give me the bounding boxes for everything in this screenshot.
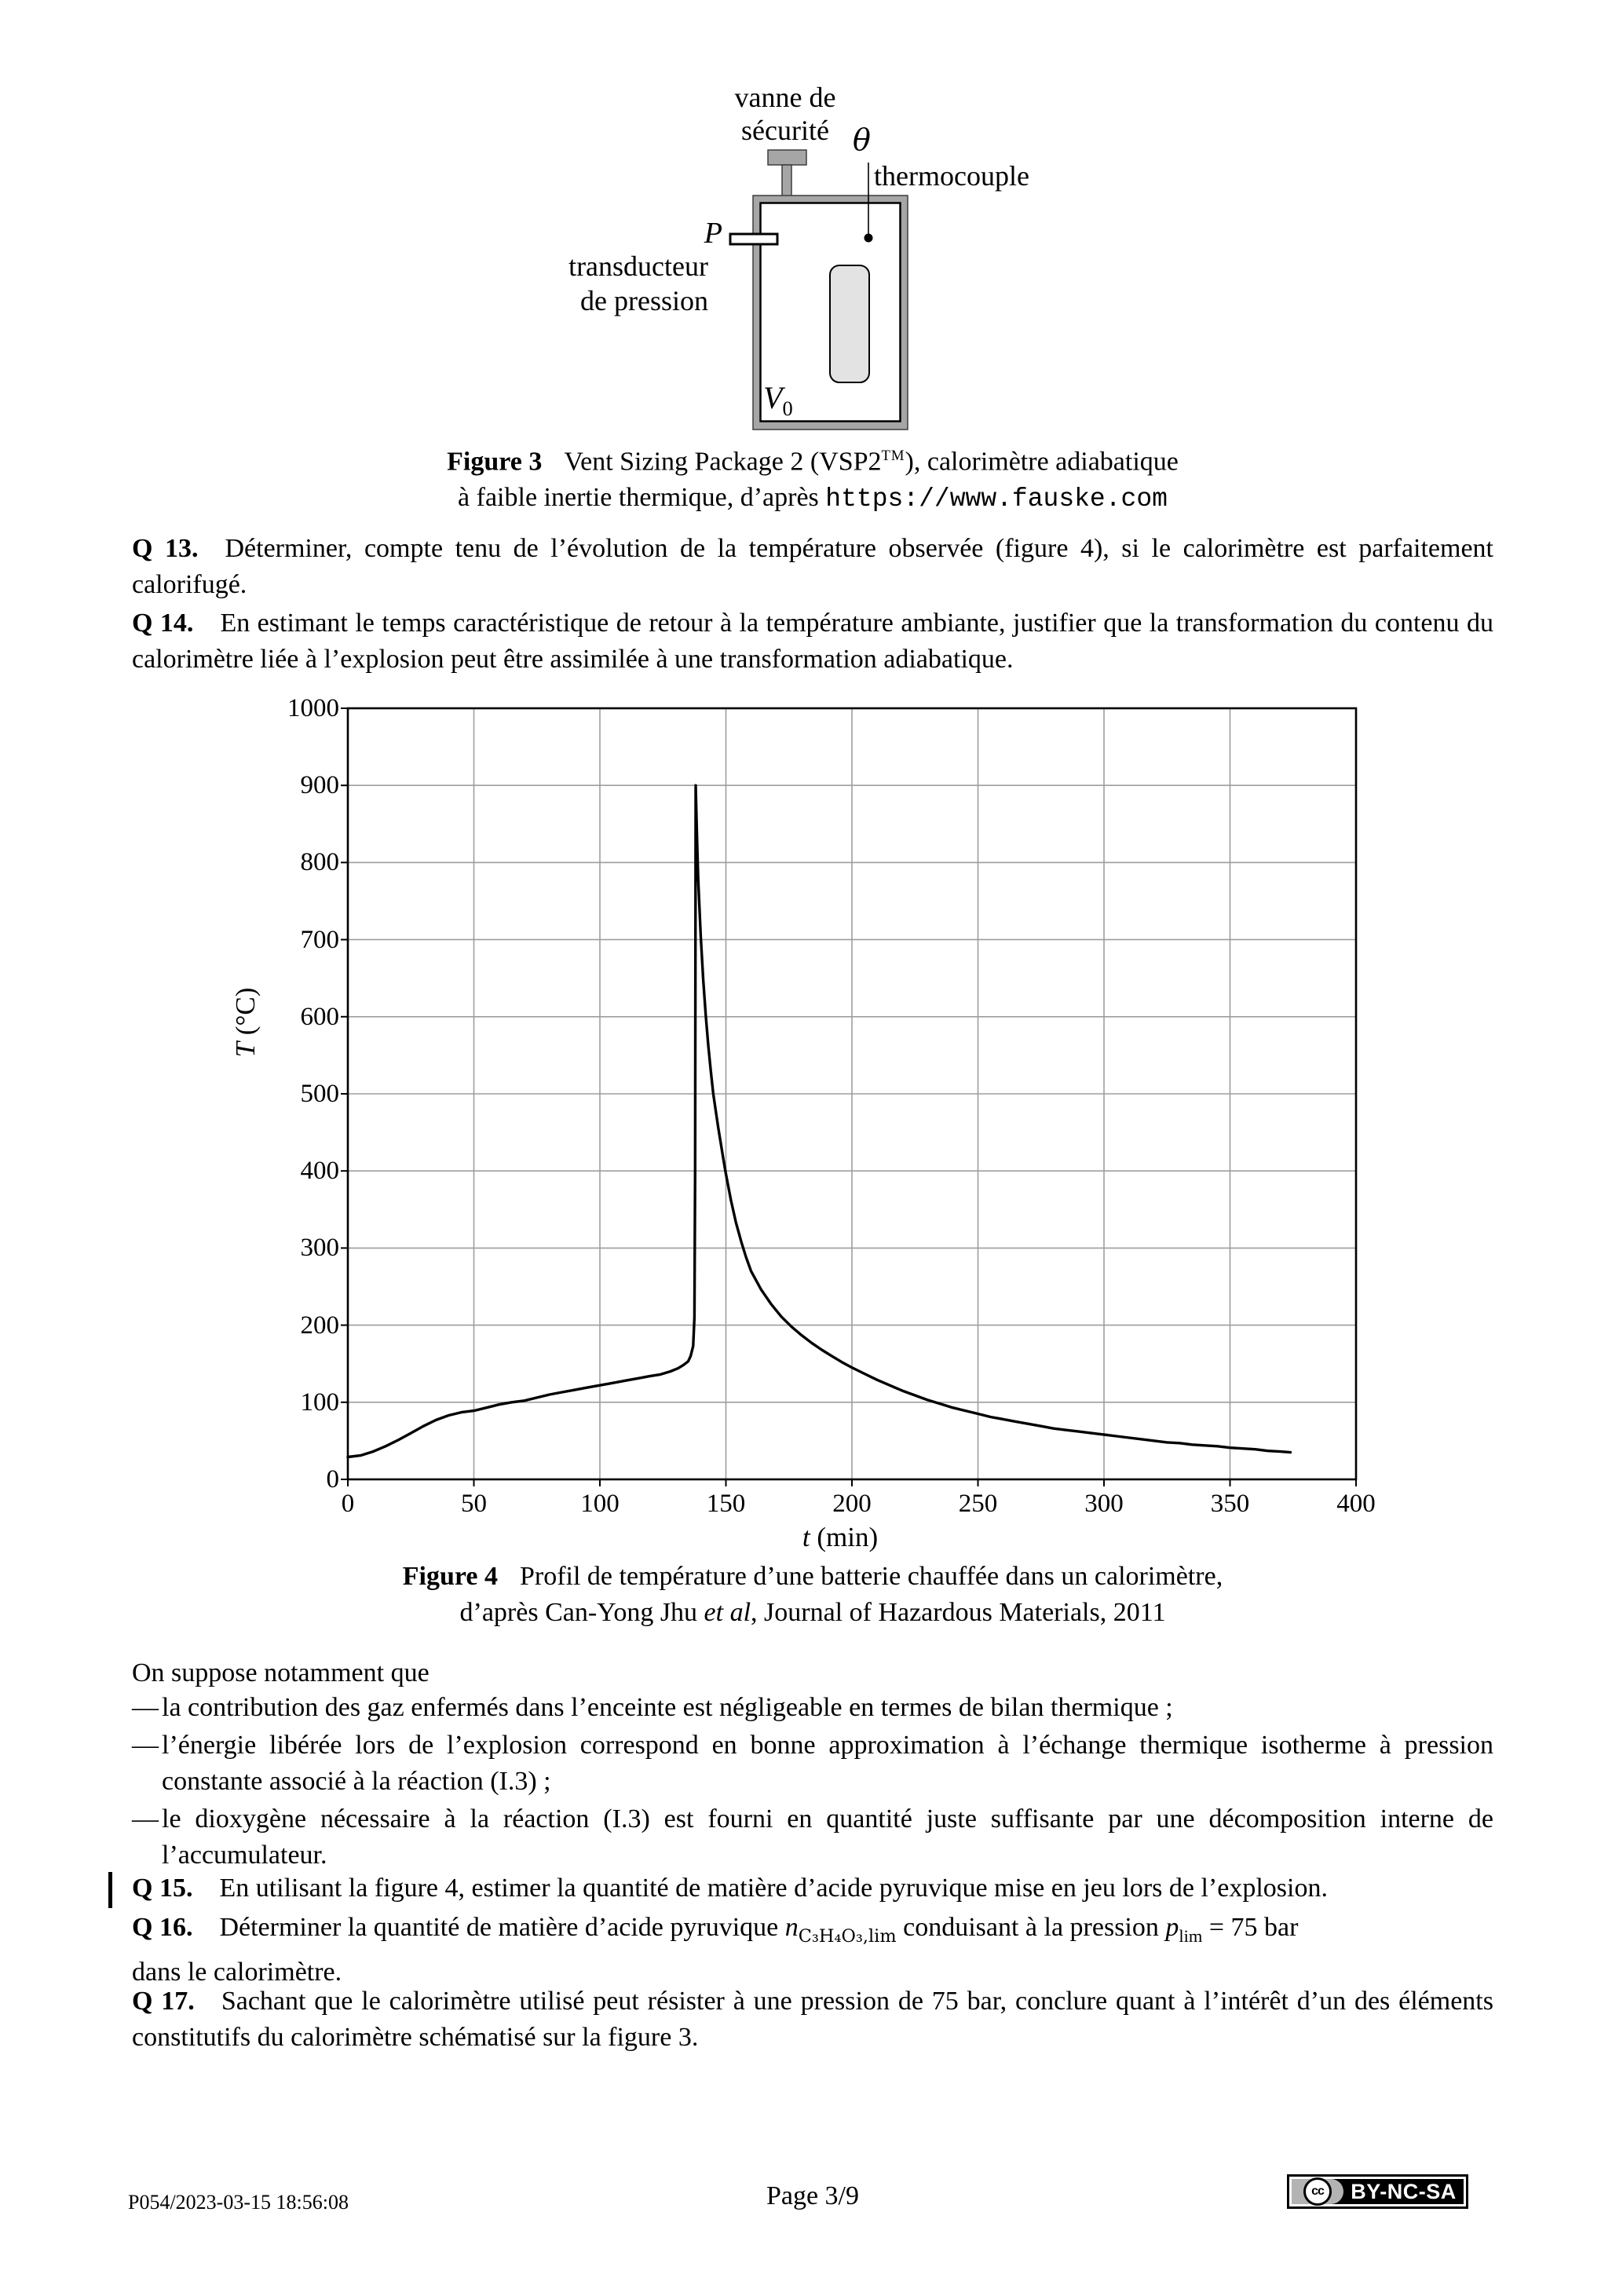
pressure-lim-var: p xyxy=(1165,1913,1179,1942)
x-tick-label: 0 xyxy=(341,1490,355,1518)
question-q16: Q 16. Déterminer la quantité de matière d’acide pyruvique $n_{C_3H_4O_3,lim}$ conduisant à la pression $p_{lim} = 75$ bar dans le calorimètre. xyxy=(132,1913,1299,1987)
y-tick-label: 300 xyxy=(300,1234,339,1263)
y-tick-label: 1000 xyxy=(287,694,339,722)
question-q13-label: Q 13. xyxy=(132,534,199,563)
figure3-caption-line1: Figure 3 Vent Sizing Package 2 (VSP2™), calorimètre adiabatique xyxy=(447,447,1179,477)
y-tick-label: 400 xyxy=(300,1157,339,1186)
theta-label: θ xyxy=(853,122,871,157)
safety-valve-cap xyxy=(768,150,806,165)
question-q14-label: Q 14. xyxy=(132,609,194,638)
cc-license-badge xyxy=(1287,2174,1468,2209)
y-tick-label: 0 xyxy=(326,1465,339,1493)
volume-var: V xyxy=(763,380,783,415)
mole-quantity-var: n xyxy=(784,1913,799,1942)
question-q13-text: Déterminer, compte tenu de l’évolution de la température observée (figure 4), si le calorimètre est parfaitement calorifugé. xyxy=(132,534,1493,599)
source-url: https://www.fauske.com xyxy=(825,484,1168,514)
mole-quantity-sub: C₃H₄O₃,lim xyxy=(798,1925,897,1947)
y-tick-label: 600 xyxy=(300,1002,339,1031)
x-tick-label: 350 xyxy=(1210,1490,1250,1518)
safety-valve-label-line1: vanne de xyxy=(734,82,836,113)
pressure-lim-sub: lim xyxy=(1179,1925,1203,1946)
question-q16-label: Q 16. xyxy=(132,1913,193,1942)
temperature-chart xyxy=(348,708,1356,1479)
x-tick-label: 150 xyxy=(706,1490,746,1518)
question-q13 xyxy=(132,531,1493,603)
y-tick-label: 700 xyxy=(300,925,339,954)
revision-change-bar xyxy=(108,1872,112,1908)
y-tick-label: 500 xyxy=(300,1080,339,1108)
y-tick-label: 900 xyxy=(300,771,339,800)
figure3-caption-line2: à faible inertie thermique, d’après https://www.fauske.com xyxy=(458,483,1168,514)
temperature-curve xyxy=(348,785,1291,1457)
y-tick-label: 200 xyxy=(300,1311,339,1340)
question-q15-label: Q 15. xyxy=(132,1874,193,1903)
cc-license-badge-inner xyxy=(1292,2179,1464,2204)
question-q17 xyxy=(132,1983,1493,2056)
assumption-item-3: — le dioxygène nécessaire à la réaction (I.3) est fourni en quantité juste suffisante par une décomposition interne de l’accumulateur. xyxy=(132,1801,1493,1874)
question-q14 xyxy=(132,605,1493,678)
thermocouple-label: thermocouple xyxy=(874,160,1029,192)
license-text: BY-NC-SA xyxy=(1351,2179,1457,2203)
y-tick-label: 800 xyxy=(300,848,339,877)
pressure-transducer-port xyxy=(730,234,777,244)
bullet-dash: — xyxy=(132,1693,159,1722)
trademark-superscript: TM xyxy=(881,448,905,464)
transducer-label-line2: de pression xyxy=(580,285,708,316)
y-axis-label: T (°C) xyxy=(230,987,261,1058)
safety-valve-label-line2: sécurité xyxy=(741,115,829,146)
x-tick-label: 50 xyxy=(461,1490,487,1518)
x-tick-label: 100 xyxy=(580,1490,620,1518)
et-al-italic: et al xyxy=(704,1598,751,1627)
assumptions-intro: On suppose notamment que xyxy=(132,1658,430,1687)
figure4-caption-tag: Figure 4 xyxy=(402,1562,498,1591)
transducer-label xyxy=(487,249,708,318)
question-q17-label: Q 17. xyxy=(132,1987,195,2016)
figure4-caption xyxy=(132,1559,1493,1631)
assumption-item-2: — l’énergie libérée lors de l’explosion correspond en bonne approximation à l’échange thermique isotherme à pression constante associé à la réaction (I.3) ; xyxy=(132,1727,1493,1800)
question-q15-text: En utilisant la figure 4, estimer la quantité de matière d’acide pyruvique mise en jeu lors de l’explosion. xyxy=(219,1874,1328,1903)
question-q17-text: Sachant que le calorimètre utilisé peut résister à une pression de 75 bar, conclure quant à l’intérêt d’un des éléments constitutifs du calorimètre schématisé sur la figure 3. xyxy=(132,1987,1493,2052)
volume-sub: 0 xyxy=(782,397,793,420)
figure4-caption-line2: d’après Can-Yong Jhu et al, Journal of Hazardous Materials, 2011 xyxy=(459,1598,1166,1627)
thermocouple-tip xyxy=(865,234,873,243)
cc-icon-area xyxy=(1292,2179,1343,2204)
question-q15 xyxy=(132,1870,1493,1907)
y-tick-label: 100 xyxy=(300,1387,339,1417)
volume-label xyxy=(763,382,793,425)
transducer-label-line1: transducteur xyxy=(568,250,708,282)
page-number: Page 3/9 xyxy=(766,2181,860,2210)
figure3-caption-tag: Figure 3 xyxy=(447,447,543,477)
battery-cell xyxy=(830,265,869,382)
question-q14-text: En estimant le temps caractéristique de retour à la température ambiante, justifier que la transformation du contenu du calorimètre liée à l’explosion peut être assimilée à une transformation adiabatique. xyxy=(132,609,1493,674)
bullet-dash: — xyxy=(132,1804,159,1834)
assumption-item-1: — la contribution des gaz enfermés dans l’enceinte est négligeable en termes de bilan thermique ; xyxy=(132,1690,1493,1726)
figure3-caption xyxy=(132,438,1493,517)
footer-timestamp: P054/2023-03-15 18:56:08 xyxy=(128,2191,349,2214)
x-tick-label: 250 xyxy=(958,1490,998,1518)
bullet-dash: — xyxy=(132,1731,159,1760)
figure4-caption-line1: Figure 4 Profil de température d’une batterie chauffée dans un calorimètre, xyxy=(402,1562,1223,1591)
cc-icon: cc xyxy=(1303,2177,1332,2206)
x-tick-label: 300 xyxy=(1084,1490,1124,1518)
x-tick-label: 200 xyxy=(832,1490,872,1518)
pressure-var-label: P xyxy=(704,217,722,250)
x-axis-label: t (min) xyxy=(802,1522,879,1552)
x-tick-label: 400 xyxy=(1336,1490,1376,1518)
